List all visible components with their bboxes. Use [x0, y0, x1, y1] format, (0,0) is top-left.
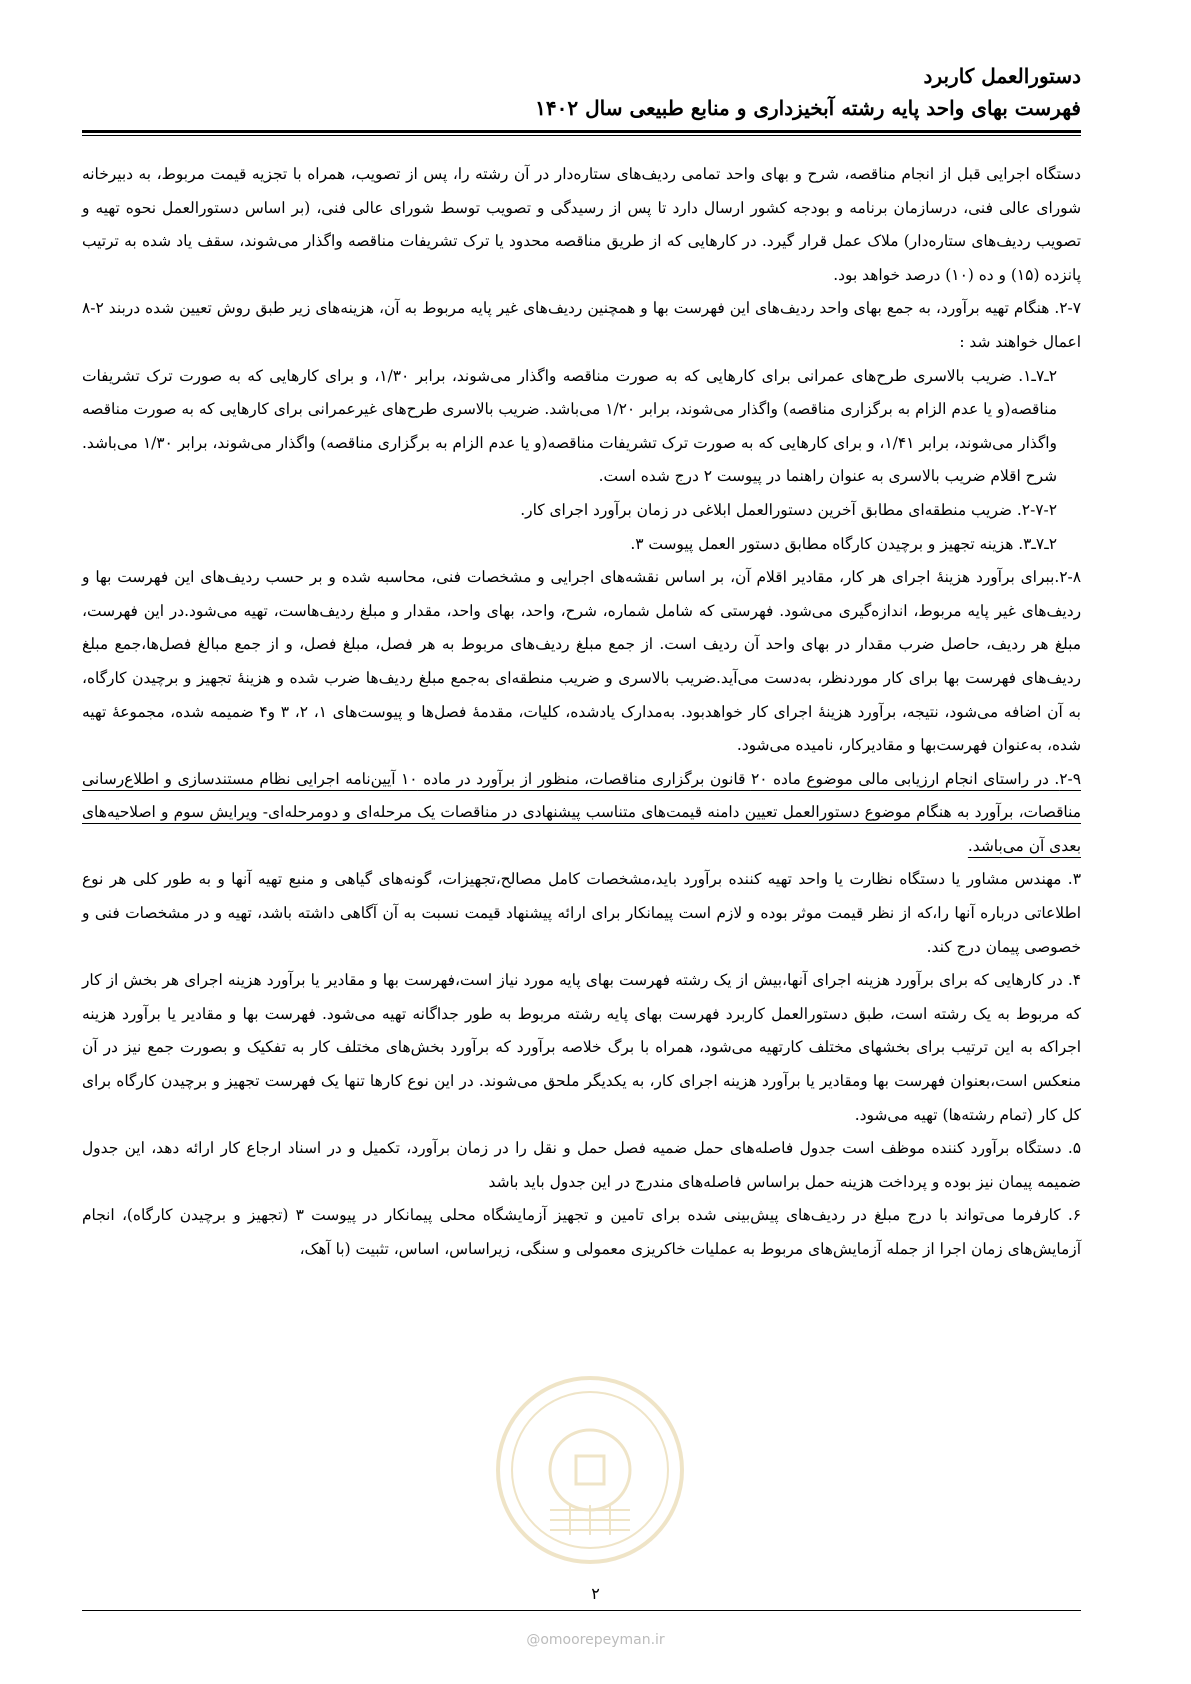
paragraph-2-7-2: ۲-۷-۲. ضریب منطقه‌ای مطابق آخرین دستورالعمل ابلاغی در زمان برآورد اجرای کار.: [520, 500, 1057, 519]
paragraph-3: ۳. مهندس مشاور یا دستگاه نظارت یا واحد تهیه کننده برآورد باید،مشخصات کامل مصالح،تجهیزات، گونه‌های گیاهی و منبع تهیه آنها و به طور کلی هر نوع اطلاعاتی درباره آنها را،که از نظر قیمت موثر بوده و لازم است پیمانکار برای ارائه پیشنهاد قیمت نسبت به آن آگاهی داشته باشد، تهیه و در مشخصات فنی و خصوصی پیمان درج کند.: [82, 870, 1081, 956]
page-header: [82, 60, 1081, 124]
paragraph-5: ۵. دستگاه برآورد کننده موظف است جدول فاصله‌های حمل ضمیه فصل حمل و نقل را در زمان برآورد، تکمیل و در اسناد ارجاع کار ارائه دهد، این جدول ضمیمه پیمان نیز بوده و پرداخت هزینه حمل براساس فاصله‌های مندرج در این جدول باید باشد: [82, 1139, 1081, 1191]
paragraph-6: ۶. کارفرما می‌تواند با درج مبلغ در ردیف‌های پیش‌بینی شده برای تامین و تجهیز آزمایشگاه محلی پیمانکار در پیوست ۳ (تجهیز و برچیدن کارگاه)، انجام آزمایش‌های زمان اجرا از جمله آزمایش‌های مربوط به عملیات خاکریزی معمولی و سنگی، زیراساس، اساس، تثبیت (با آهک،: [82, 1206, 1082, 1258]
page-number: ۲: [591, 1584, 600, 1603]
paragraph-2-7: ۲-۷. هنگام تهیه برآورد، به جمع بهای واحد ردیف‌های این فهرست بها و همچنین ردیف‌های غیر پایه مربوط به آن، هزینه‌های زیر طبق روش تعیین شده دربند ۲-۸ اعمال خواهند شد :: [82, 299, 1081, 351]
paragraph-2-7-1: ۲ـ۷ـ۱. ضریب بالاسری طرح‌های عمرانی برای کارهایی که به صورت مناقصه واگذار می‌شوند، برابر ۱/۳۰، و برای کارهایی که به صورت ترک تشریفات مناقصه(و یا عدم الزام به برگزاری مناقصه) واگذار می‌شوند، برابر ۱/۲۰ می‌باشد. ضریب بالاسری طرح‌های غیرعمرانی برای کارهایی که به صورت مناقصه واگذار می‌شوند، برابر ۱/۴۱، و برای کارهایی که به صورت ترک تشریفات مناقصه(و یا عدم الزام به برگزاری مناقصه) واگذار می‌شوند، برابر ۱/۳۰ می‌باشد. شرح اقلام ضریب بالاسری به عنوان راهنما در پیوست ۲ درج شده است.: [82, 366, 1058, 486]
seal-watermark-icon: [490, 1360, 690, 1580]
document-body: [82, 158, 1081, 1267]
header-title: دستورالعمل کاربرد: [923, 64, 1081, 88]
paragraph-4: ۴. در کارهایی که برای برآورد هزینه اجرای آنها،بیش از یک رشته فهرست بهای پایه مورد نیاز است،فهرست بها و مقادیر یا برآورد هزینه اجرای هر بخش از کار که مربوط به یک رشته است، طبق دستورالعمل کاربرد فهرست بهای پایه رشته مربوط به طور جداگانه تهیه می‌شود. فهرست بها و مقادیر یا برآورد هزینه اجراکه به این ترتیب برای بخشهای مختلف کارتهیه می‌شود، همراه با برگ خلاصه برآورد که برآورد بخش‌های مختلف کار به تفکیک و بصورت جمع نیز در آن منعکس است،بعنوان فهرست بها ومقادیر یا برآورد هزینه اجرای کار، به یکدیگر ملحق می‌شوند. در این نوع کارها تنها یک فهرست تجهیز و برچیدن کارگاه برای کل کار (تمام رشته‌ها) تهیه می‌شود.: [82, 971, 1081, 1124]
footer-rule: [82, 1610, 1081, 1611]
paragraph-2-8: ۲-۸.ببرای برآورد هزینۀ اجرای هر کار، مقادیر اقلام آن، بر اساس نقشه‌های اجرایی و مشخصات فنی، محاسبه شده و بر حسب ردیف‌های این فهرست بها و ردیف‌های غیر پایه مربوط، اندازه‌گیری می‌شود. فهرستی که شامل شماره، شرح، واحد، بهای واحد، مقدار و مبلغ ردیف‌هاست، تهیه می‌شود.در این فهرست، مبلغ هر ردیف، حاصل ضرب مقدار در بهای واحد آن ردیف است. از جمع مبلغ ردیف‌های مربوط به هر فصل، مبلغ فصل، و از جمع مبالغ فصل‌ها،جمع مبلغ ردیف‌های فهرست بها برای کار موردنظر، به‌دست می‌آید.ضریب بالاسری و ضریب منطقه‌ای به‌جمع مبلغ ردیف‌ها ضرب شده و هزینۀ تجهیز و برچیدن کارگاه، به آن اضافه می‌شود، نتیجه، برآورد هزینۀ اجرای کار خواهدبود. به‌مدارک یادشده، کلیات، مقدمۀ فصل‌ها و پیوست‌های ۱، ۲، ۳ و۴ ضمیمه شده، مجموعۀ تهیه شده، به‌عنوان فهرست‌بها و مقادیرکار، نامیده می‌شود.: [82, 568, 1081, 755]
header-rule-thick: [82, 130, 1081, 133]
paragraph-2-7-3: ۲ـ۷ـ۳. هزینه تجهیز و برچیدن کارگاه مطابق دستور العمل پیوست ۳.: [630, 534, 1057, 553]
paragraph-intro: دستگاه اجرایی قبل از انجام مناقصه، شرح و بهای واحد تمامی ردیف‌های ستاره‌دار در آن رشته را، پس از تصویب، همراه با تجزیه قیمت مربوط، به دبیرخانه شورای عالی فنی، درسازمان برنامه و بودجه کشور ارسال دارد تا پس از رسیدگی و تصویب توسط شورای عالی فنی، (بر اساس دستورالعمل نحوه تهیه و تصویب ردیف‌های ستاره‌دار) ملاک عمل قرار گیرد. در کارهایی که از طریق مناقصه محدود یا ترک تشریفات مناقصه واگذار می‌شوند، سقف یاد شده به ترتیب پانزده (۱۵) و ده (۱۰) درصد خواهد بود.: [82, 165, 1081, 284]
header-rule-thin: [82, 135, 1081, 136]
header-subtitle: فهرست بهای واحد پایه رشته آبخیزداری و منابع طبیعی سال ۱۴۰۲: [535, 96, 1081, 120]
paragraph-2-9: ۲-۹. در راستای انجام ارزیابی مالی موضوع ماده ۲۰ قانون برگزاری مناقصات، منظور از برآورد در ماده ۱۰ آیین‌نامه اجرایی نظام مستندسازی و اطلاع‌رسانی مناقصات، برآورد به هنگام موضوع دستورالعمل تعیین دامنه قیمت‌های متناسب پیشنهادی در مناقصات یک مرحله‌ای و دومرحله‌ای- ویرایش سوم و اصلاحیه‌های بعدی آن می‌باشد.: [82, 769, 1081, 855]
site-watermark: @omoorepeyman.ir: [526, 1632, 665, 1648]
